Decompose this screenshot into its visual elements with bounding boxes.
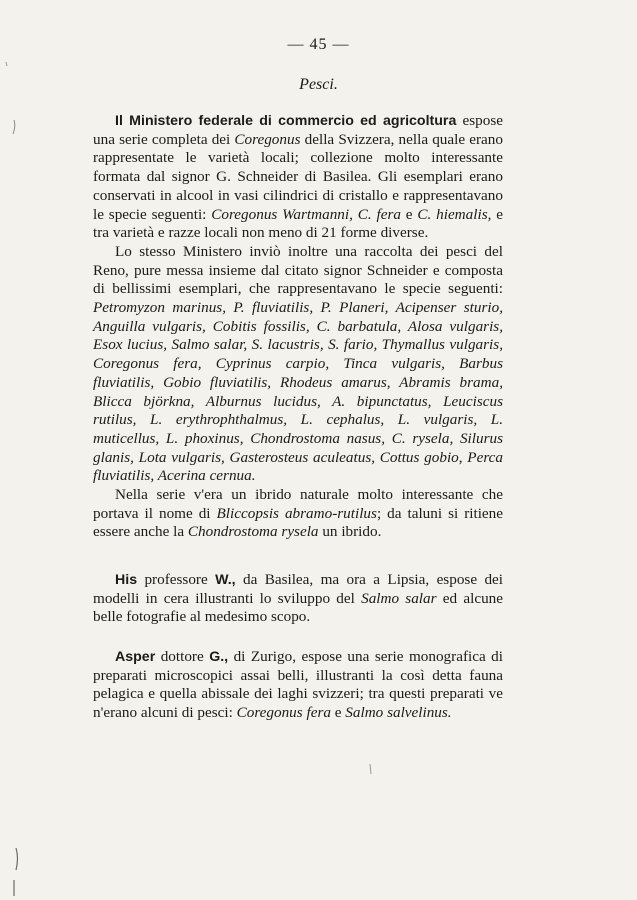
- page-number: — 45 —: [287, 36, 350, 53]
- text-run: e: [330, 704, 346, 722]
- exhibitor-initial: W.,: [215, 572, 236, 588]
- text-run: Lo stesso Ministero inviò inoltre una raccolta dei pesci del Reno, pure messa insieme dal citato signor Schneider e composta di bellissimi esemplari, che rappresentavano le specie seguenti:: [93, 242, 503, 298]
- text-run: da Basilea, ma ora a Lipsia, espose dei modelli in cera illustranti lo sviluppo del: [93, 571, 503, 607]
- text-run: professore: [137, 571, 216, 588]
- exhibitor-name: His: [115, 572, 138, 588]
- entry-ministero: [93, 112, 503, 542]
- text-run: e tra varietà e razze locali non meno di 21 forme diverse.: [93, 205, 503, 242]
- paragraph-his: [93, 571, 503, 627]
- species-name: Coregonus: [234, 130, 301, 148]
- text-run: un ibrido.: [318, 523, 382, 541]
- species-name: Chondrostoma rysela: [187, 523, 319, 541]
- exhibitor-name: Il Ministero federale di commercio ed agricoltura: [115, 113, 457, 129]
- entry-his: [93, 571, 503, 627]
- text-run: ed alcune belle fotografie al medesimo scopo.: [93, 589, 503, 626]
- paragraph-ministero-2: [93, 243, 503, 486]
- exhibitor-name: Asper: [115, 649, 156, 665]
- section-title: Pesci.: [299, 76, 338, 93]
- species-name: Coregonus Wartmanni, C. fera: [211, 205, 401, 223]
- text-run: ; da taluni si ritiene essere anche la: [93, 504, 503, 541]
- text-run: e: [400, 205, 418, 223]
- paragraph-ministero-3: [93, 486, 503, 542]
- text-run: della Svizzera, nella quale erano rappresentate le varietà locali; collezione molto interessante formata dal signor G. Schneider di Basilea. Gli esemplari erano conservati in alcool in vasi cilindrici di cristallo e rappresentavano le specie seguenti:: [93, 130, 503, 223]
- paragraph-asper: [93, 648, 503, 723]
- exhibitor-initial: G.,: [209, 649, 229, 665]
- text-run: Nella serie v'era un ibrido naturale molto interessante che portava il nome di: [93, 486, 503, 522]
- species-name: Salmo salar: [361, 589, 437, 607]
- species-name: Coregonus fera: [236, 704, 331, 722]
- species-name: Salmo salvelinus.: [345, 704, 452, 722]
- species-list: Petromyzon marinus, P. fluviatilis, P. Planeri, Acipenser sturio, Anguilla vulgaris, Cobitis fossilis, C. barbatula, Alosa vulgaris, Esox lucius, Salmo salar, S. lacustris, S. fario, Thymallus vulgaris, Coregonus fera, Cyprinus carpio, Tinca vulgaris, Barbus fluviatilis, Gobio fluviatilis, Rhodeus amarus, Abramis brama, Blicca björkna, Alburnus lucidus, A. bipunctatus, Leuciscus rutilus, L. erythrophthalmus, L. cephalus, L. vulgaris, L. muticellus, L. phoxinus, Chondrostoma nasus, C. rysela, Silurus glanis, Lota vulgaris, Gasterosteus aculeatus, Cottus gobio, Perca fluviatilis, Acerina cernua.: [93, 299, 503, 485]
- text-run: dottore: [155, 648, 210, 665]
- paragraph-ministero-1: [93, 112, 503, 243]
- species-name: C. hiemalis,: [417, 205, 492, 223]
- entry-asper: [93, 648, 503, 723]
- text-run: di Zurigo, espose una serie monografica di preparati microscopici assai belli, illustranti la così detta fauna pelagica e quella abissale dei laghi svizzeri; tra questi preparati ve n'erano alcuni di pesci:: [93, 648, 503, 722]
- species-name: Bliccopsis abramo-rutilus: [216, 504, 377, 522]
- text-run: espose una serie completa dei: [93, 112, 503, 148]
